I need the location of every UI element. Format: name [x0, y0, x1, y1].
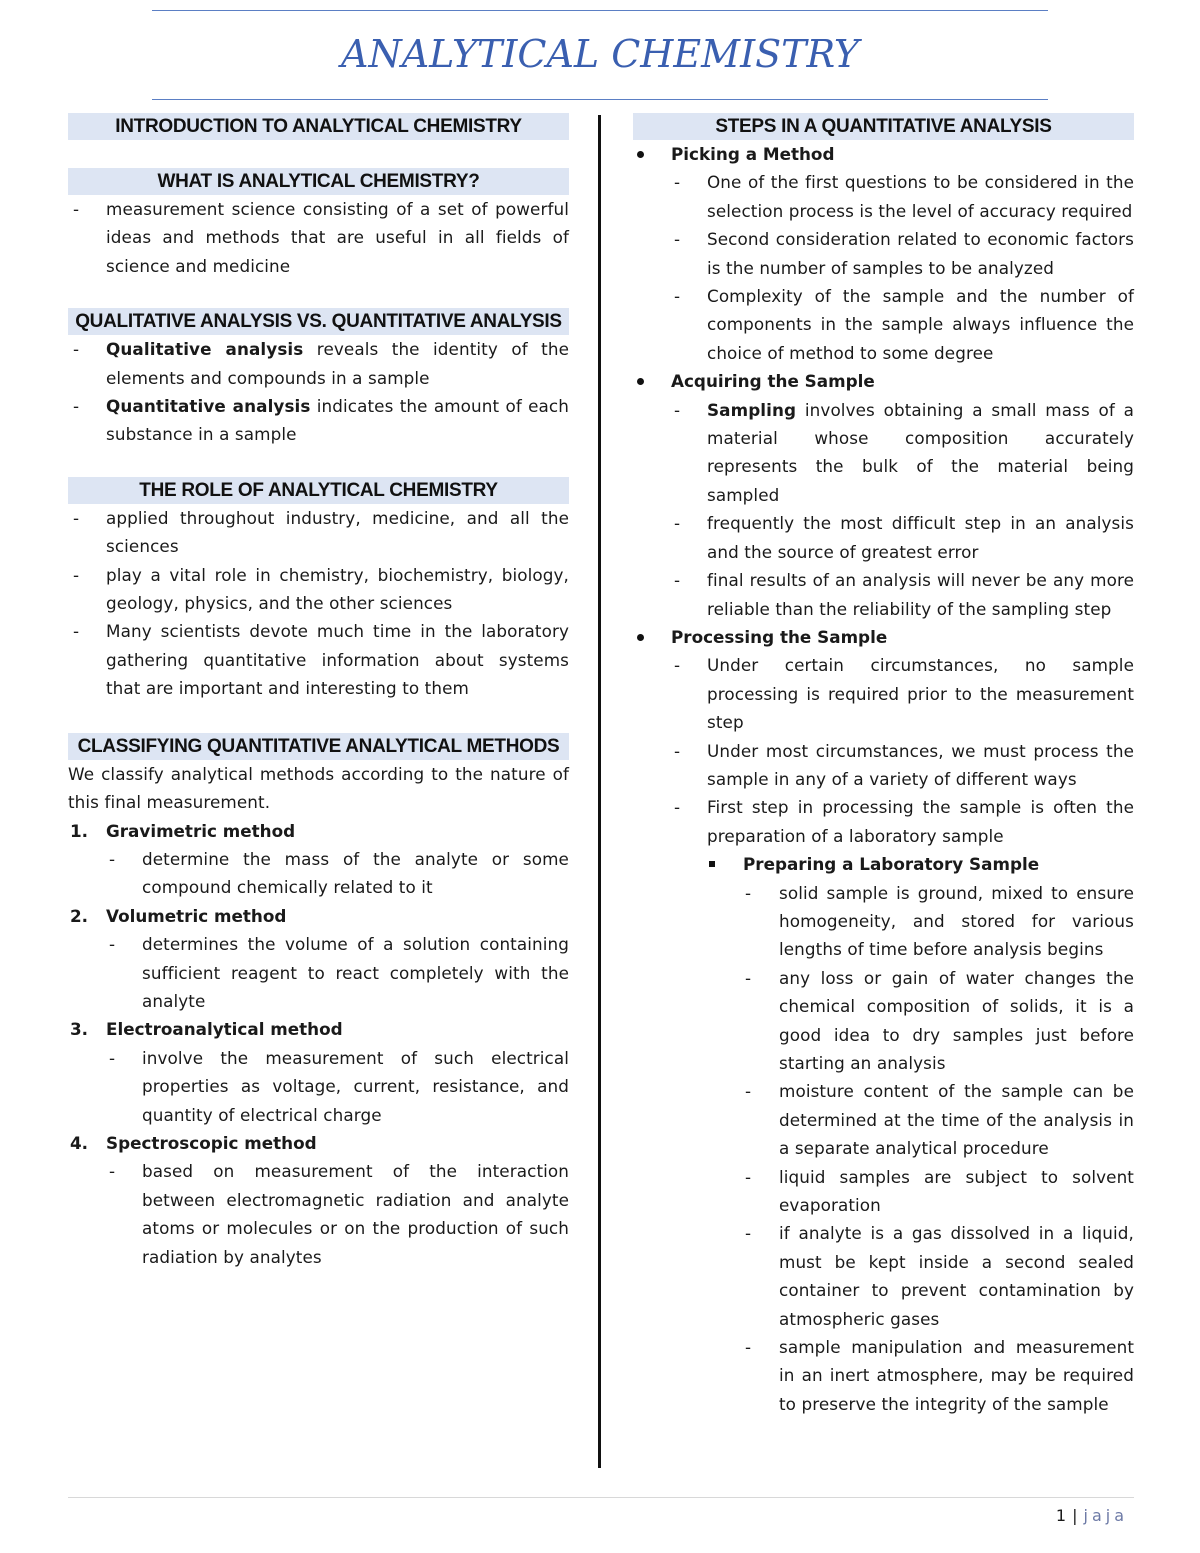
qual-list — [68, 335, 569, 449]
list-item: - frequently the most difficult step in an analysis and the source of greatest error — [671, 509, 1134, 566]
step-details — [671, 396, 1134, 623]
method-title: Gravimetric method — [106, 820, 296, 841]
page-title: ANALYTICAL CHEMISTRY — [341, 32, 859, 76]
list-item: - One of the first questions to be considered in the selection process is the level of accuracy required — [671, 168, 1134, 225]
steps-header: STEPS IN A QUANTITATIVE ANALYSIS — [633, 113, 1134, 140]
method-title: Spectroscopic method — [106, 1132, 317, 1153]
step-title: Processing the Sample — [671, 626, 888, 647]
method-title: Volumetric method — [106, 905, 287, 926]
sub-step-item — [707, 850, 1134, 1418]
list-item: - any loss or gain of water changes the chemical composition of solids, it is a good idea to dry samples just before starting an analysis — [743, 964, 1134, 1078]
page-footer — [1056, 1506, 1128, 1525]
list-item: - measurement science consisting of a set of powerful ideas and methods that are useful in all fields of science and medicine — [68, 195, 569, 280]
step-item — [633, 623, 1134, 1418]
footer-rule — [68, 1497, 1134, 1498]
term: Qualitative analysis — [106, 339, 304, 360]
title-underline — [152, 99, 1048, 100]
list-item: - if analyte is a gas dissolved in a liquid, must be kept inside a second sealed container to prevent contamination by atmospheric gases — [743, 1219, 1134, 1333]
steps-list — [633, 140, 1134, 1418]
left-column — [68, 113, 569, 1271]
list-item — [671, 396, 1134, 510]
list-item: - solid sample is ground, mixed to ensure homogeneity, and stored for various lengths of time before analysis begins — [743, 879, 1134, 964]
step-title: Picking a Method — [671, 144, 835, 164]
list-item: - First step in processing the sample is often the preparation of a laboratory sample — [671, 793, 1134, 850]
step-item — [633, 140, 1134, 367]
list-item: - Under certain circumstances, no sample processing is required prior to the measurement step — [671, 651, 1134, 736]
method-number: 1. — [70, 820, 89, 841]
footer-separator: | — [1072, 1506, 1078, 1525]
term-desc: involves obtaining a small mass of a material whose composition accurately represents the bulk of the material being sampled — [707, 399, 1134, 505]
step-title: Acquiring the Sample — [671, 371, 875, 392]
method-title: Electroanalytical method — [106, 1019, 343, 1040]
bullet-icon — [637, 634, 644, 641]
role-list — [68, 504, 569, 703]
intro-header: INTRODUCTION TO ANALYTICAL CHEMISTRY — [68, 113, 569, 140]
list-item: - final results of an analysis will never be any more reliable than the reliability of the sampling step — [671, 566, 1134, 623]
method-desc: - determines the volume of a solution containing sufficient reagent to react completely with the analyte — [106, 930, 569, 1015]
step-item — [633, 367, 1134, 623]
method-item — [68, 817, 569, 902]
top-rule — [152, 10, 1048, 11]
method-item — [68, 1129, 569, 1271]
method-desc-list — [106, 1044, 569, 1129]
list-item: - Second consideration related to economic factors is the number of samples to be analyzed — [671, 225, 1134, 282]
methods-list — [68, 817, 569, 1272]
sub-step-title: Preparing a Laboratory Sample — [743, 854, 1040, 875]
page-number: 1 — [1055, 1506, 1067, 1525]
what-header: WHAT IS ANALYTICAL CHEMISTRY? — [68, 168, 569, 195]
classify-intro: We classify analytical methods according to the nature of this final measurement. — [68, 763, 569, 813]
method-desc: - determine the mass of the analyte or some compound chemically related to it — [106, 845, 569, 902]
term: Quantitative analysis — [106, 396, 311, 417]
method-desc: - involve the measurement of such electrical properties as voltage, current, resistance, and quantity of electrical charge — [106, 1044, 569, 1129]
list-item: - sample manipulation and measurement in an inert atmosphere, may be required to preserve the integrity of the sample — [743, 1333, 1134, 1418]
step-details — [671, 168, 1134, 367]
what-list — [68, 195, 569, 280]
method-number: 4. — [70, 1132, 89, 1153]
term-desc: reveals the identity of the elements and compounds in a sample — [106, 339, 569, 388]
square-bullet-icon — [709, 861, 715, 867]
list-item: - liquid samples are subject to solvent evaporation — [743, 1163, 1134, 1220]
classify-header: CLASSIFYING QUANTITATIVE ANALYTICAL METHODS — [68, 733, 569, 760]
list-item: - Complexity of the sample and the number of components in the sample always influence the choice of method to some degree — [671, 282, 1134, 367]
method-number: 3. — [70, 1019, 89, 1040]
bullet-icon — [637, 378, 644, 385]
method-item — [68, 902, 569, 1016]
method-desc: - based on measurement of the interaction between electromagnetic radiation and analyte atoms or molecules or on the production of such radiation by analytes — [106, 1157, 569, 1271]
list-item: - applied throughout industry, medicine, and all the sciences — [68, 504, 569, 561]
method-item — [68, 1015, 569, 1129]
method-desc-list — [106, 1157, 569, 1271]
right-column — [633, 113, 1134, 1418]
sub-step-details — [743, 879, 1134, 1419]
spacer — [68, 449, 569, 477]
list-item — [68, 335, 569, 392]
term: Sampling — [707, 399, 797, 420]
spacer — [68, 140, 569, 168]
method-desc-list — [106, 930, 569, 1015]
list-item: - play a vital role in chemistry, biochemistry, biology, geology, physics, and the other sciences — [68, 561, 569, 618]
bullet-icon — [637, 151, 644, 158]
spacer — [68, 703, 569, 733]
method-number: 2. — [70, 905, 89, 926]
step-details — [671, 651, 1134, 850]
list-item: - moisture content of the sample can be determined at the time of the analysis in a separate analytical procedure — [743, 1077, 1134, 1162]
qual-header: QUALITATIVE ANALYSIS VS. QUANTITATIVE ANALYSIS — [68, 308, 569, 335]
column-divider — [598, 115, 601, 1468]
method-desc-list — [106, 845, 569, 902]
role-header: THE ROLE OF ANALYTICAL CHEMISTRY — [68, 477, 569, 504]
list-item: - Under most circumstances, we must process the sample in any of a variety of different ways — [671, 737, 1134, 794]
sub-steps — [671, 850, 1134, 1418]
list-item: - Many scientists devote much time in the laboratory gathering quantitative information about systems that are important and interesting to them — [68, 617, 569, 702]
term-desc: indicates the amount of each substance in a sample — [106, 396, 569, 445]
spacer — [68, 280, 569, 308]
footer-label: jaja — [1083, 1506, 1128, 1525]
list-item — [68, 392, 569, 449]
